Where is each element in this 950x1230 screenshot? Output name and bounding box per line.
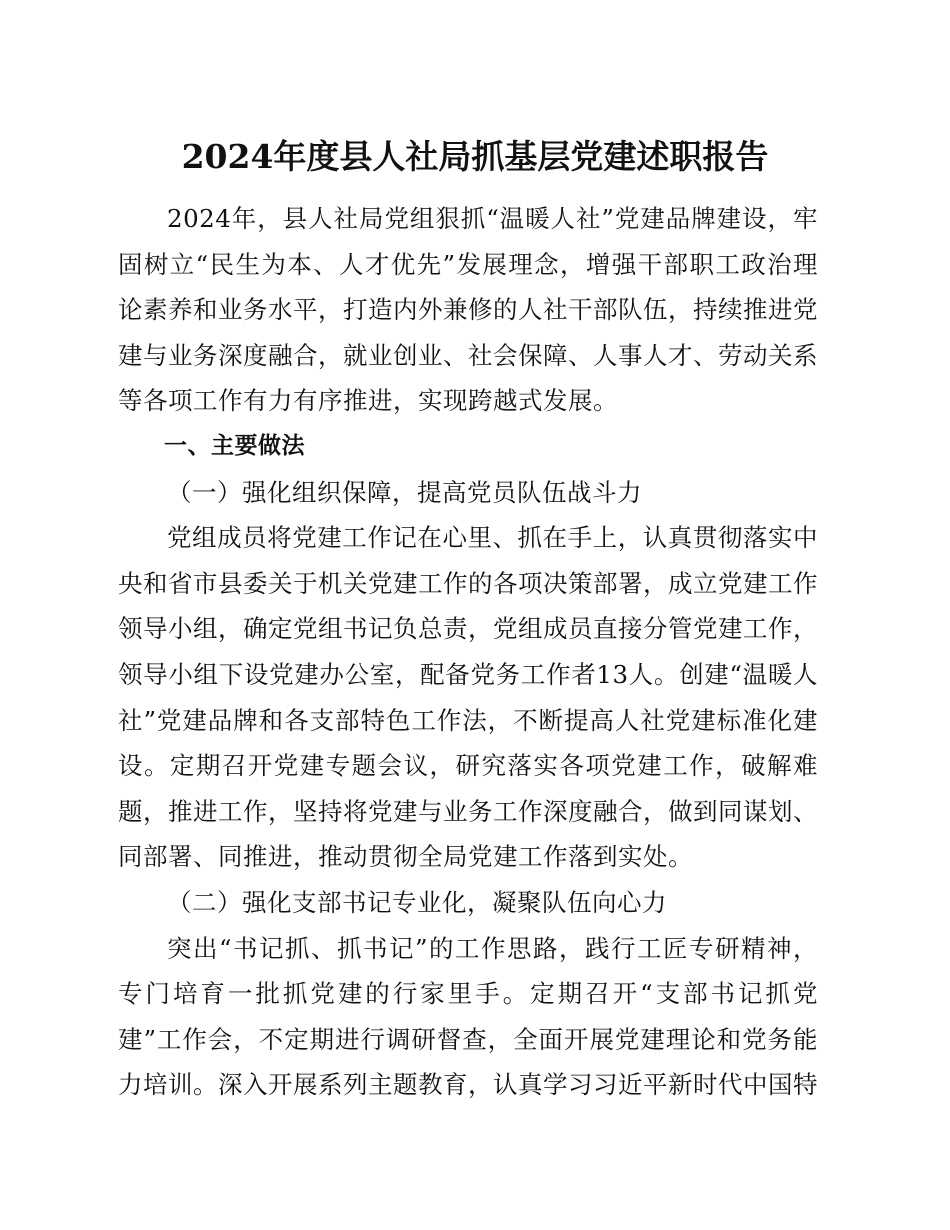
document-title: 2024年度县人社局抓基层党建述职报告 (181, 137, 769, 176)
subsection-paragraph-branch-secretary: 突出“书记抓、抓书记”的工作思路，践行工匠专研精神，专门培育一批抓党建的行家里手。定期召开“支部书记抓党建”工作会，不定期进行调研督查，全面开展党建理论和党务能力培训。深入开展系列主题教育，认真学习习近平新时代中国特 (118, 933, 818, 1100)
document-body (118, 196, 818, 1108)
subsection-heading-branch-secretary: （二）强化支部书记专业化，凝聚队伍向心力 (167, 887, 667, 917)
section-heading-main-practices: 一、主要做法 (164, 432, 305, 459)
subsection-heading-organization: （一）强化组织保障，提高党员队伍战斗力 (167, 477, 642, 507)
intro-paragraph: 2024年，县人社局党组狠抓“温暖人社”党建品牌建设，牢固树立“民生为本、人才优先”发展理念，增强干部职工政治理论素养和业务水平，打造内外兼修的人社干部队伍，持续推进党建与业务深度融合，就业创业、社会保障、人事人才、劳动关系等各项工作有力有序推进，实现跨越式发展。 (118, 204, 818, 416)
subsection-paragraph-organization: 党组成员将党建工作记在心里、抓在手上，认真贯彻落实中央和省市县委关于机关党建工作的各项决策部署，成立党建工作领导小组，确定党组书记负总责，党组成员直接分管党建工作，领导小组下设党建办公室，配备党务工作者13人。创建“温暖人社”党建品牌和各支部特色工作法，不断提高人社党建标准化建设。定期召开党建专题会议，研究落实各项党建工作，破解难题，推进工作，坚持将党建与业务工作深度融合，做到同谋划、同部署、同推进，推动贯彻全局党建工作落到实处。 (118, 523, 818, 872)
